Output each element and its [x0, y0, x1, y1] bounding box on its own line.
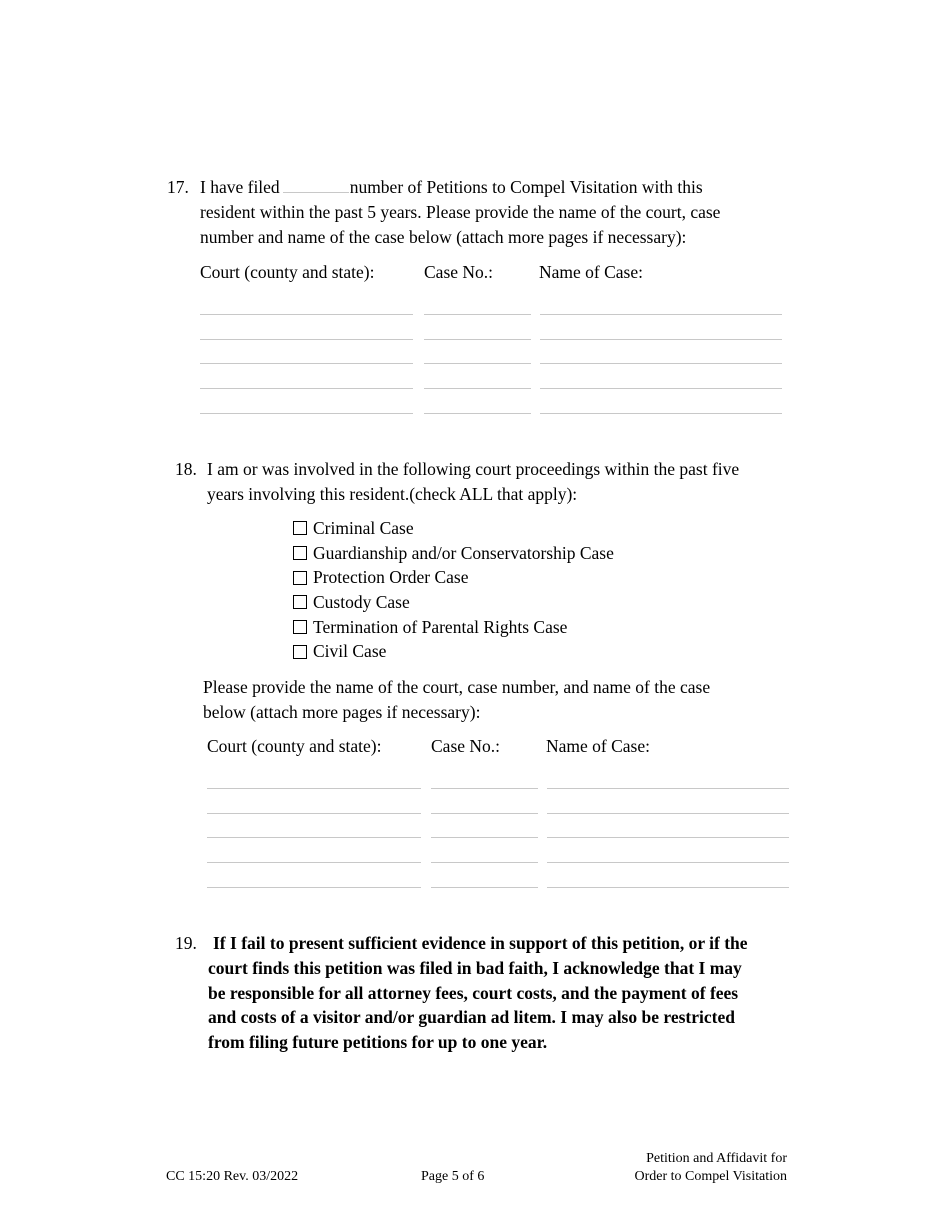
- checkbox-civil-case[interactable]: [293, 639, 614, 664]
- page-number: Page 5 of 6: [421, 1169, 485, 1184]
- item-18-name-field-row-3[interactable]: [547, 837, 789, 838]
- item-17-line-1: [200, 175, 703, 200]
- item-17-court-field-row-2[interactable]: [200, 339, 413, 340]
- item-17-name-field-row-3[interactable]: [540, 363, 782, 364]
- item-17-name-field-row-1[interactable]: [540, 314, 782, 315]
- checkbox-box[interactable]: [293, 595, 307, 609]
- item-17-case-no-field-row-4[interactable]: [424, 388, 531, 389]
- item-18-line-2: years involving this resident.(check ALL that apply):: [207, 484, 578, 504]
- item-18-court-field-row-1[interactable]: [207, 788, 421, 789]
- checkbox-custody-case[interactable]: [293, 590, 614, 615]
- checkbox-box[interactable]: [293, 546, 307, 560]
- item-17-case-no-field-row-1[interactable]: [424, 314, 531, 315]
- item-17-case-no-field-row-3[interactable]: [424, 363, 531, 364]
- item-18-name-field-row-2[interactable]: [547, 813, 789, 814]
- item-17-text-before: I have filed: [200, 177, 280, 197]
- item-19-line-3: be responsible for all attorney fees, court costs, and the payment of fees: [208, 983, 739, 1003]
- item-19-line-5: from filing future petitions for up to one year.: [208, 1032, 548, 1052]
- checkbox-box[interactable]: [293, 645, 307, 659]
- item-17-number: 17.: [167, 177, 189, 197]
- item-17-line-2: resident within the past 5 years. Please provide the name of the court, case: [200, 202, 721, 222]
- item-18-court-field-row-4[interactable]: [207, 862, 421, 863]
- checkbox-label: Termination of Parental Rights Case: [313, 616, 568, 637]
- item-17-name-field-row-2[interactable]: [540, 339, 782, 340]
- item-17-court-field-row-3[interactable]: [200, 363, 413, 364]
- item-18-case-no-field-row-1[interactable]: [431, 788, 538, 789]
- checkbox-label: Guardianship and/or Conservatorship Case: [313, 542, 614, 563]
- petition-count-blank[interactable]: [283, 177, 349, 193]
- item-19-number: 19.: [175, 933, 197, 953]
- item-18-court-header: Court (county and state):: [207, 736, 382, 756]
- item-17-court-field-row-5[interactable]: [200, 413, 413, 414]
- item-19-line-1: If I fail to present sufficient evidence in support of this petition, or if the: [213, 933, 748, 953]
- item-18-name-header: Name of Case:: [546, 736, 650, 756]
- item-18-line-1: I am or was involved in the following court proceedings within the past five: [207, 459, 740, 479]
- checkbox-termination-parental-rights-case[interactable]: [293, 615, 614, 640]
- item-18-followup-line-1: Please provide the name of the court, case number, and name of the case: [203, 677, 711, 697]
- item-17-case-no-field-row-5[interactable]: [424, 413, 531, 414]
- checkbox-label: Civil Case: [313, 641, 387, 662]
- item-18-case-no-field-row-3[interactable]: [431, 837, 538, 838]
- item-17-line-3: number and name of the case below (attach more pages if necessary):: [200, 227, 687, 247]
- item-18-name-field-row-5[interactable]: [547, 887, 789, 888]
- item-18-name-field-row-4[interactable]: [547, 862, 789, 863]
- item-17-name-field-row-5[interactable]: [540, 413, 782, 414]
- form-title: [635, 1150, 788, 1186]
- item-17-case-no-field-row-2[interactable]: [424, 339, 531, 340]
- form-id: CC 15:20 Rev. 03/2022: [166, 1169, 299, 1184]
- item-18-court-field-row-3[interactable]: [207, 837, 421, 838]
- form-title-line-1: Petition and Affidavit for: [646, 1151, 787, 1166]
- item-18-case-no-field-row-5[interactable]: [431, 887, 538, 888]
- checkbox-criminal-case[interactable]: [293, 516, 614, 541]
- item-18-case-no-field-row-2[interactable]: [431, 813, 538, 814]
- item-19-line-2: court finds this petition was filed in bad faith, I acknowledge that I may: [208, 958, 742, 978]
- checkbox-guardianship-case[interactable]: [293, 541, 614, 566]
- item-18-number: 18.: [175, 459, 197, 479]
- item-17-case-no-header: Case No.:: [424, 262, 494, 282]
- checkbox-box[interactable]: [293, 571, 307, 585]
- checkbox-protection-order-case[interactable]: [293, 565, 614, 590]
- item-18-court-field-row-2[interactable]: [207, 813, 421, 814]
- item-17-text-after: number of Petitions to Compel Visitation with this: [349, 177, 703, 197]
- item-18-case-no-header: Case No.:: [431, 736, 501, 756]
- item-18-court-field-row-5[interactable]: [207, 887, 421, 888]
- item-18-name-field-row-1[interactable]: [547, 788, 789, 789]
- item-17-court-field-row-1[interactable]: [200, 314, 413, 315]
- item-17-court-field-row-4[interactable]: [200, 388, 413, 389]
- item-17-name-header: Name of Case:: [539, 262, 643, 282]
- item-18-followup-line-2: below (attach more pages if necessary):: [203, 702, 481, 722]
- checkbox-box[interactable]: [293, 620, 307, 634]
- item-17-name-field-row-4[interactable]: [540, 388, 782, 389]
- checkbox-box[interactable]: [293, 521, 307, 535]
- form-title-line-2: Order to Compel Visitation: [634, 1169, 787, 1184]
- item-18-case-no-field-row-4[interactable]: [431, 862, 538, 863]
- item-19-line-4: and costs of a visitor and/or guardian ad litem. I may also be restricted: [208, 1007, 735, 1027]
- checkbox-label: Custody Case: [313, 591, 410, 612]
- checkbox-label: Criminal Case: [313, 517, 414, 538]
- item-17-court-header: Court (county and state):: [200, 262, 375, 282]
- checkbox-label: Protection Order Case: [313, 567, 469, 588]
- proceedings-checkbox-list: [293, 516, 614, 664]
